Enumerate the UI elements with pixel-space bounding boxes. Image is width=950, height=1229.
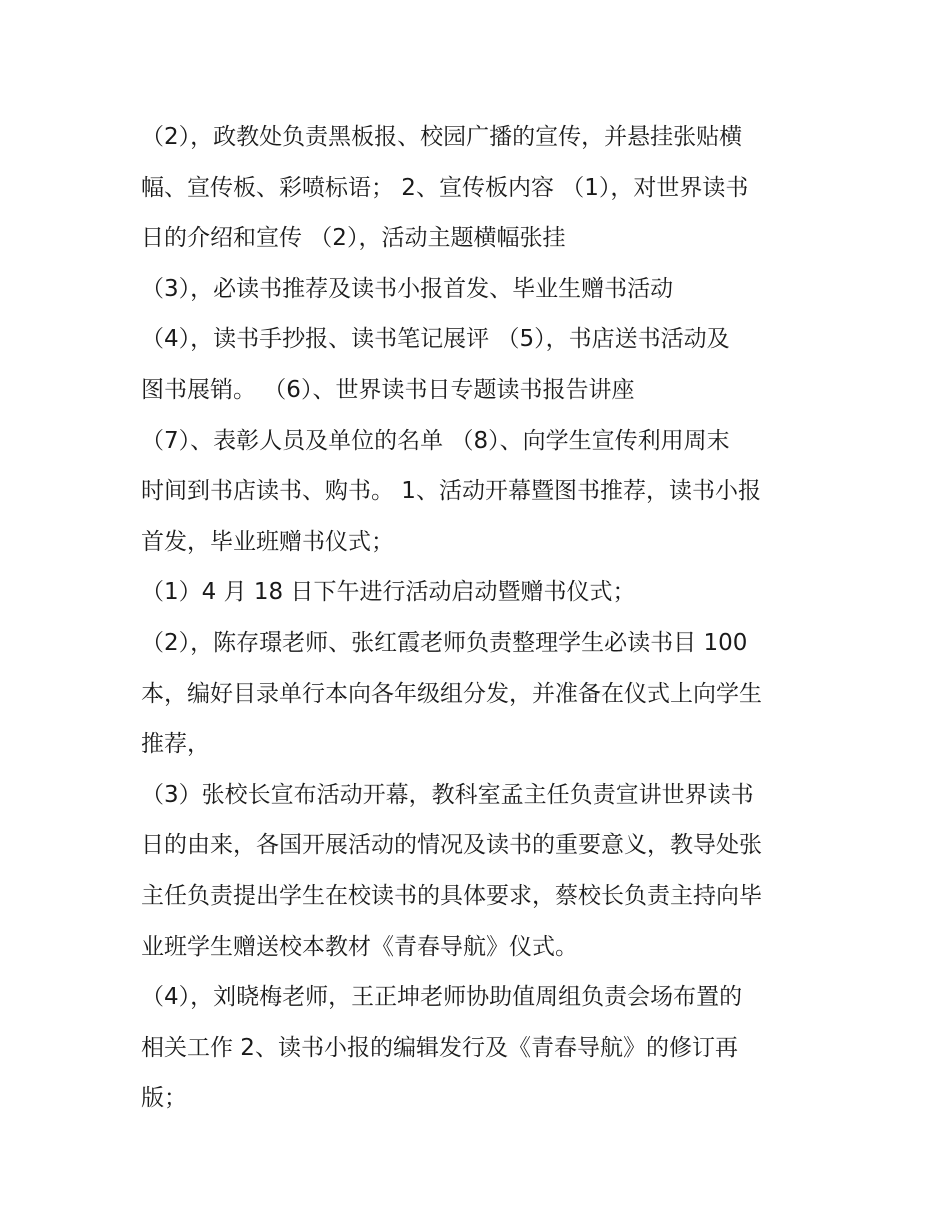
text-line: 日的由来，各国开展活动的情况及读书的重要意义，教导处张	[141, 832, 762, 859]
text-line: （3）张校长宣布活动开幕，教科室孟主任负责宣讲世界读书	[141, 781, 754, 808]
text-line: 图书展销。 （6）、世界读书日专题读书报告讲座	[141, 376, 635, 403]
text-line: 版；	[141, 1085, 187, 1112]
paragraph-8	[141, 972, 821, 1124]
text-line: 推荐，	[141, 731, 210, 758]
text-line: 幅、宣传板、彩喷标语； 2、宣传板内容 （1），对世界读书	[141, 174, 749, 201]
text-line: （3），必读书推荐及读书小报首发、毕业生赠书活动	[141, 275, 674, 302]
text-line: （1）4 月 18 日下午进行活动启动暨赠书仪式；	[141, 579, 636, 606]
text-line: （4），读书手抄报、读书笔记展评 （5），书店送书活动及	[141, 326, 730, 353]
text-line: （7）、表彰人员及单位的名单 （8）、向学生宣传利用周末	[141, 427, 730, 454]
text-line: 首发，毕业班赠书仪式；	[141, 528, 394, 555]
paragraph-2	[141, 264, 821, 315]
text-line: 时间到书店读书、购书。 1、活动开幕暨图书推荐，读书小报	[141, 478, 761, 505]
text-line: 本，编好目录单行本向各年级组分发，并准备在仪式上向学生	[141, 680, 762, 707]
paragraph-4	[141, 416, 821, 568]
text-line: 主任负责提出学生在校读书的具体要求，蔡校长负责主持向毕	[141, 882, 762, 909]
text-line: 业班学生赠送校本教材《青春导航》仪式。	[141, 933, 578, 960]
paragraph-1	[141, 112, 821, 264]
text-line: （4），刘晓梅老师，王正坤老师协助值周组负责会场布置的	[141, 984, 743, 1011]
text-line: （2），政教处负责黑板报、校园广播的宣传，并悬挂张贴横	[141, 124, 743, 150]
document-body	[141, 112, 821, 1124]
paragraph-5	[141, 567, 821, 618]
text-line: （2），陈存璟老师、张红霞老师负责整理学生必读书目 100	[141, 629, 748, 656]
text-line: 相关工作 2、读书小报的编辑发行及《青春导航》的修订再	[141, 1034, 738, 1061]
paragraph-3	[141, 314, 821, 415]
text-line: 日的介绍和宣传 （2），活动主题横幅张挂	[141, 225, 566, 252]
paragraph-7	[141, 770, 821, 972]
paragraph-6	[141, 618, 821, 770]
